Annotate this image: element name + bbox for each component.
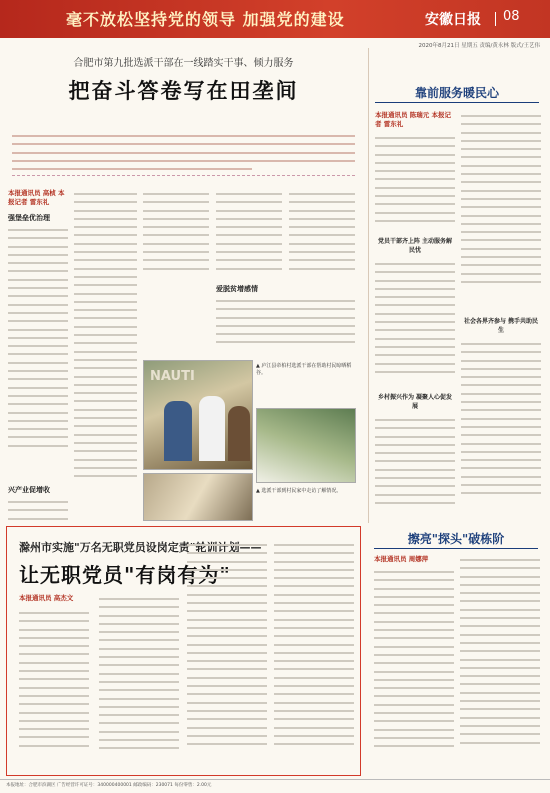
photo-caption-2: ▲ 选派干部到村民家中走访了解情况。 bbox=[256, 488, 342, 494]
feature-col-1 bbox=[19, 607, 89, 767]
right-top-subhead-1: 党员干部齐上阵 主动服务解民忧 bbox=[377, 238, 453, 254]
right-top-col-1c bbox=[375, 414, 455, 519]
right-bottom-story bbox=[368, 530, 544, 776]
story-title: 把奋斗答卷写在田垄间 bbox=[68, 79, 299, 103]
right-top-col-1a bbox=[375, 132, 455, 232]
right-title-rule bbox=[375, 102, 539, 103]
right-top-story bbox=[368, 48, 544, 523]
right-top-col-2a bbox=[461, 110, 541, 310]
photo-field bbox=[256, 408, 356, 483]
top-story bbox=[6, 48, 361, 523]
story-body-col-1 bbox=[8, 224, 68, 479]
photo-visit bbox=[143, 473, 253, 521]
right-bottom-col-2 bbox=[460, 554, 540, 774]
photo-sign-text: NAUTI bbox=[150, 369, 195, 384]
story-body-col-3 bbox=[143, 188, 209, 280]
banner-slogan: 毫不放松坚持党的领导 加强党的建设 bbox=[66, 10, 345, 29]
right-top-byline: 本报通讯员 陈瑞元 本报记者 雷东礼 bbox=[375, 111, 452, 128]
date-line: 2020年8月21日 星期五 责编/黄永林 版式/王艺伟 bbox=[418, 43, 540, 49]
newspaper-name: 安徽日报 bbox=[425, 12, 481, 28]
story-body-col-1b bbox=[8, 496, 68, 521]
right-top-subhead-3: 社会各界齐参与 携手共助民生 bbox=[463, 318, 539, 334]
right-top-subhead-2: 乡村振兴作为 凝聚人心促发展 bbox=[377, 394, 453, 410]
photo-caption-1: ▲ 庐江县帝柏村选派干部在帮助村民晾晒稻谷。 bbox=[256, 363, 352, 376]
feature-col-4 bbox=[274, 539, 354, 767]
right-bottom-col-1 bbox=[374, 566, 454, 774]
story-kicker: 合肥市第九批选派干部在一线踏实干事、倾力服务 bbox=[73, 58, 294, 69]
feature-kicker: 滁州市实施"万名无职党员设岗定责"轮训计划—— bbox=[19, 541, 262, 554]
right-top-title: 靠前服务暖民心 bbox=[414, 86, 499, 100]
story-lead bbox=[12, 130, 355, 176]
photo-villagers bbox=[143, 360, 253, 470]
story-body-col-4 bbox=[216, 188, 282, 280]
story-body-col-2 bbox=[74, 188, 137, 518]
story-subhead-2: 兴产业促增收 bbox=[8, 486, 50, 494]
right-bottom-rule bbox=[374, 548, 538, 549]
feature-story-box bbox=[6, 526, 361, 776]
story-body-col-6 bbox=[216, 295, 355, 355]
feature-col-3 bbox=[187, 539, 267, 767]
right-top-col-2b bbox=[461, 338, 541, 518]
right-bottom-title: 擦亮"探头"破栋阶 bbox=[407, 532, 505, 546]
page-footer: 本报地址：合肥市滨湖区 广告经营许可证号：340000400001 邮政编码：230071 每份零售：2.00元 bbox=[0, 779, 550, 793]
top-story-header bbox=[6, 54, 361, 105]
story-body-col-5 bbox=[289, 188, 355, 280]
feature-col-2 bbox=[99, 593, 179, 767]
right-top-col-1b bbox=[375, 258, 455, 388]
page-banner bbox=[0, 0, 550, 38]
story-subhead-1: 强堡垒优治理 bbox=[8, 214, 50, 222]
story-byline: 本报通讯员 高桢 本报记者 雷东礼 bbox=[8, 189, 65, 206]
feature-title: 让无职党员"有岗有为" bbox=[19, 563, 231, 587]
feature-byline: 本报通讯员 高杰文 bbox=[19, 594, 74, 602]
page-number: 08 bbox=[503, 9, 520, 24]
story-subhead-3: 爱脱贫增感情 bbox=[216, 285, 258, 293]
right-bottom-byline: 本报通讯员 周娜萍 bbox=[374, 555, 429, 563]
banner-divider bbox=[495, 12, 496, 26]
